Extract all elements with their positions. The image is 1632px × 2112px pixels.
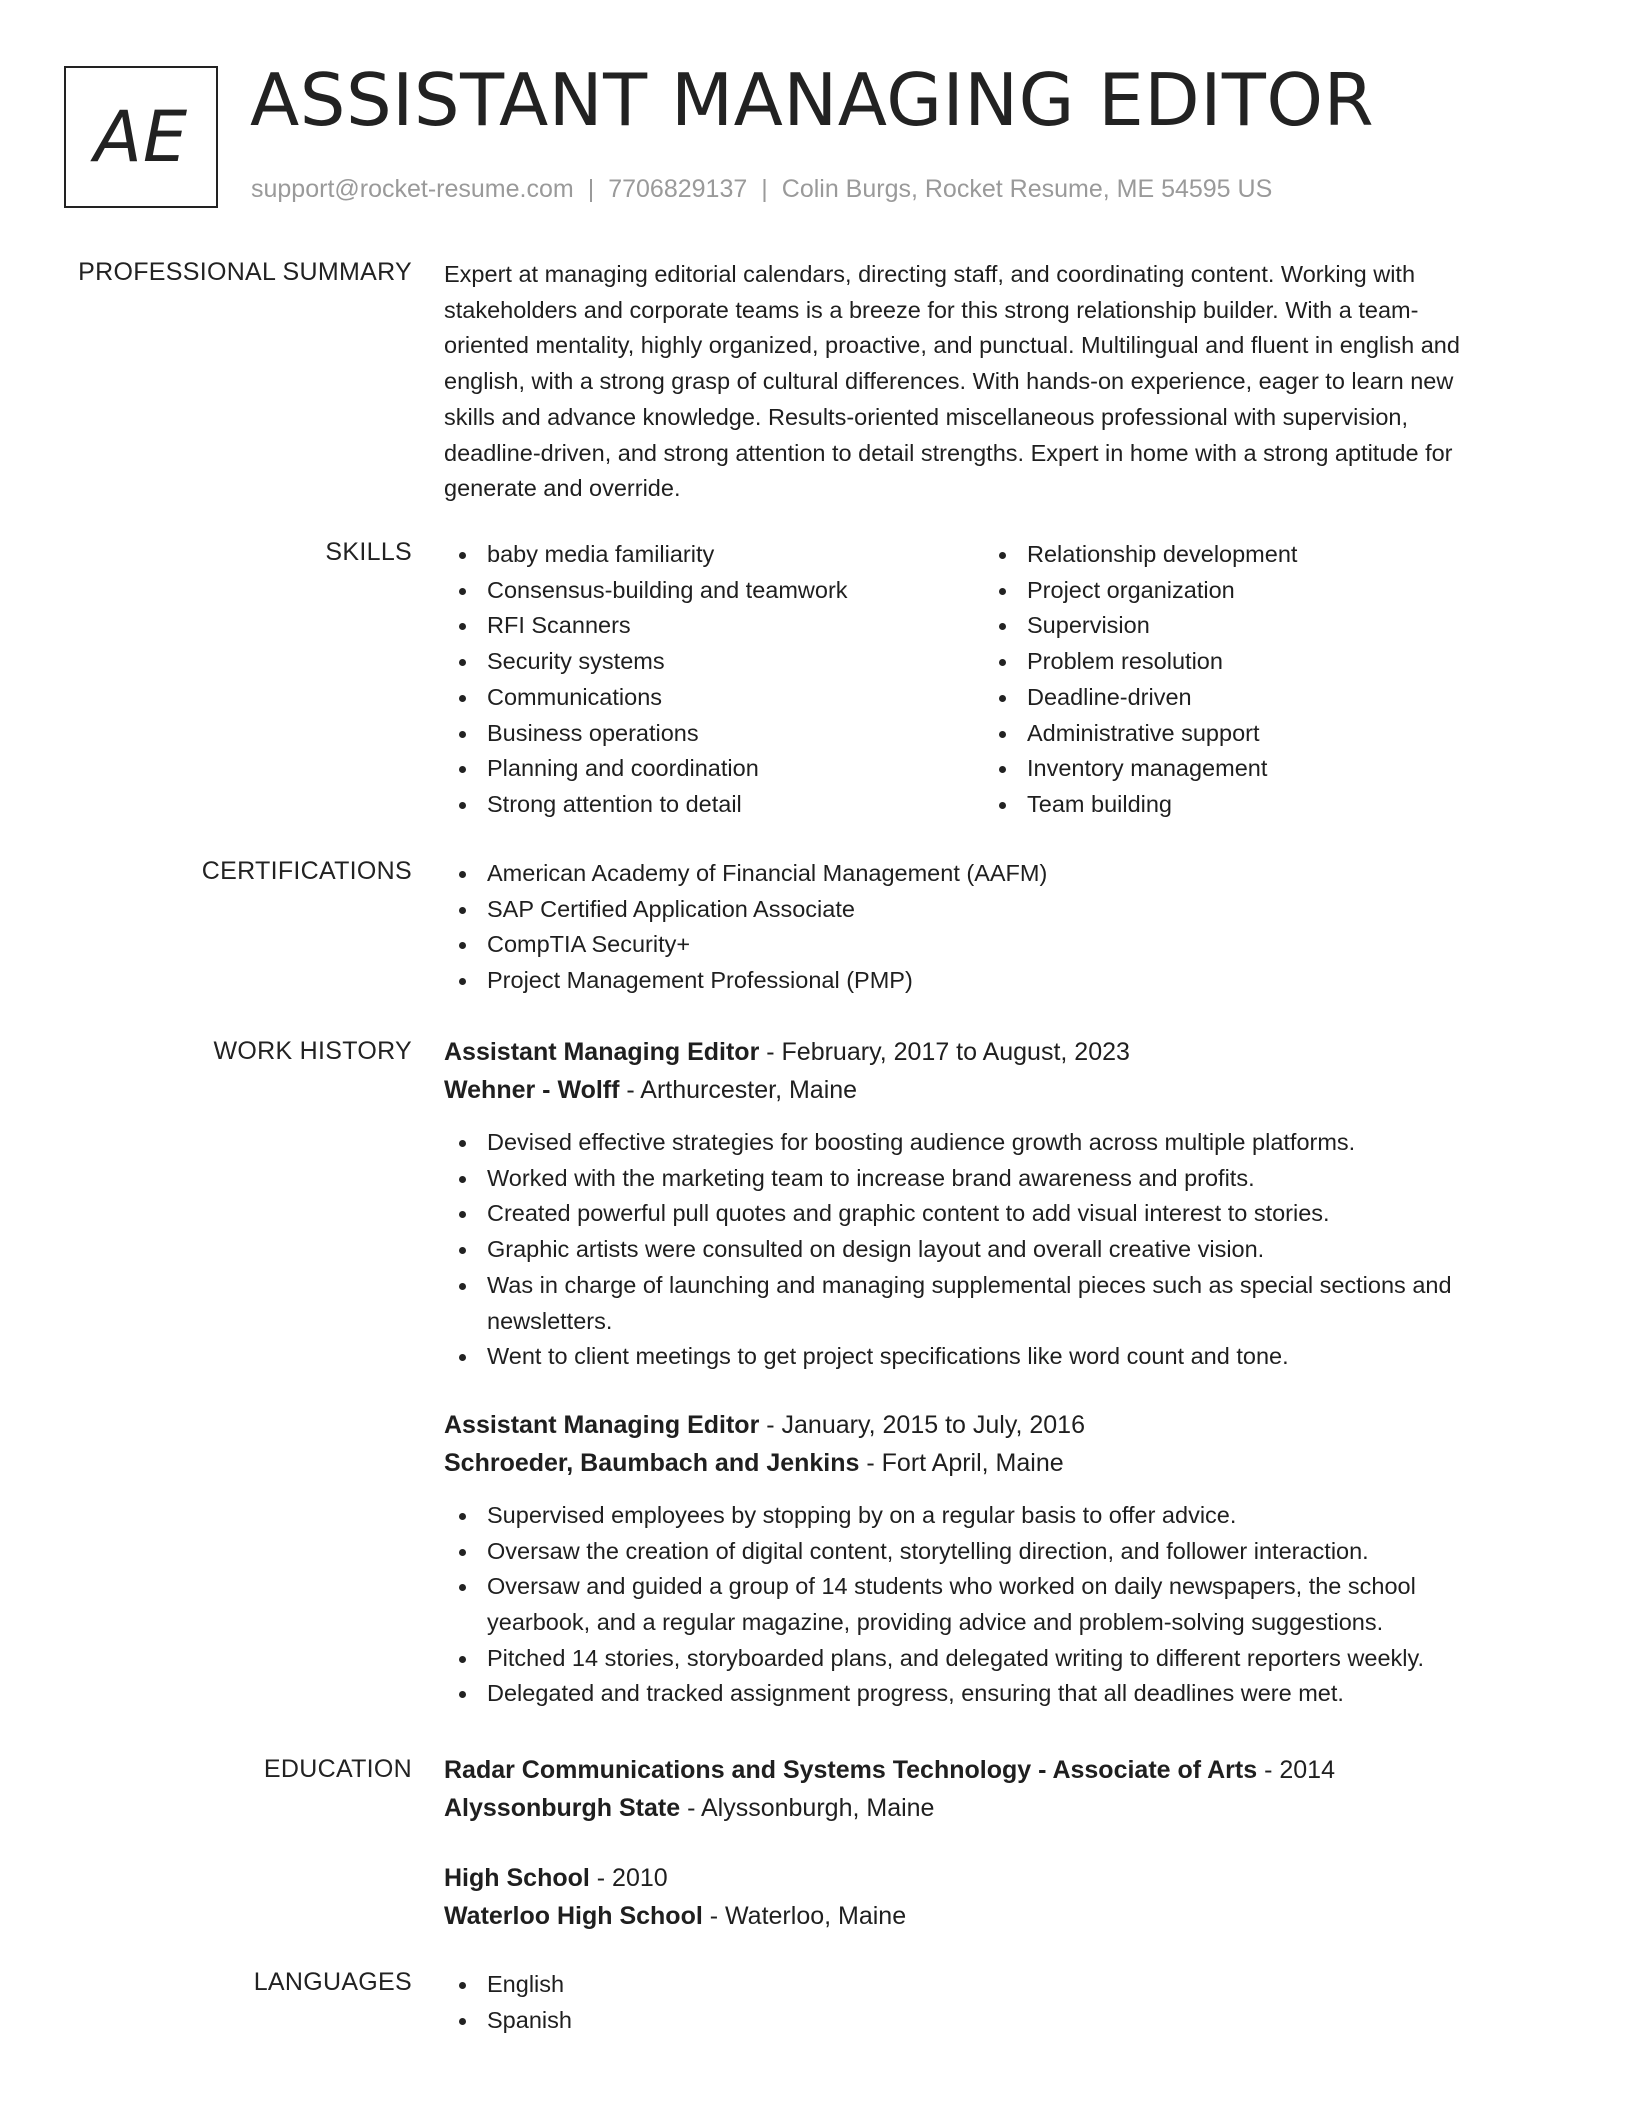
job-company: Schroeder, Baumbach and Jenkins [444,1448,860,1477]
job-company: Wehner - Wolff [444,1076,620,1104]
job-title-line [444,1033,1524,1071]
section-label-certifications: CERTIFICATIONS [201,857,412,885]
job-location: - Fort April, Maine [859,1448,1064,1477]
section-label-education: EDUCATION [263,1755,412,1783]
education-degree: Radar Communications and Systems Technology - Associate of Arts [444,1756,1258,1784]
languages-list [444,1967,1524,2038]
certification-item: Project Management Professional (PMP) [444,963,1524,999]
job-title-line [444,1406,1524,1444]
certifications-content [444,856,1524,999]
education-entry [444,1751,1524,1827]
page-title: ASSISTANT MANAGING EDITOR [250,58,1375,142]
language-item: English [444,1967,1524,2003]
education-year: - 2014 [1257,1756,1335,1784]
skill-item: Supervision [984,608,1524,644]
skill-item: Problem resolution [984,644,1524,680]
certification-item: American Academy of Financial Management (AAFM) [444,856,1524,892]
section-label-languages: LANGUAGES [253,1968,412,1996]
education-school: Waterloo High School [444,1902,703,1930]
job-bullet: Graphic artists were consulted on design layout and overall creative vision. [444,1232,1524,1268]
summary-line: english, with a strong grasp of cultural differences. With hands-on experience, eager to learn new [444,368,1454,395]
certification-item: SAP Certified Application Associate [444,892,1524,928]
contact-address: Colin Burgs, Rocket Resume, ME 54595 US [781,175,1273,203]
skill-item: Communications [444,680,984,716]
work-content [444,1033,1524,1712]
job-bullet: Oversaw the creation of digital content, storytelling direction, and follower interaction. [444,1534,1524,1570]
job-bullet: Worked with the marketing team to increase brand awareness and profits. [444,1161,1524,1197]
skill-item: Planning and coordination [444,751,984,787]
skill-item: Consensus-building and teamwork [444,573,984,609]
summary-line: skills and advance knowledge. Results-oriented miscellaneous professional with supervision, [444,403,1409,430]
education-degree-line [444,1751,1524,1789]
skills-column-left [444,537,984,823]
summary-line: Expert at managing editorial calendars, directing staff, and coordinating content. Working with [444,261,1416,287]
contact-separator: | [587,175,595,203]
job-bullet: Pitched 14 stories, storyboarded plans, and delegated writing to different reporters weekly. [444,1641,1524,1677]
job-title: Assistant Managing Editor [444,1038,760,1066]
job-company-line [444,1071,1524,1109]
job-bullet: Devised effective strategies for boosting audience growth across multiple platforms. [444,1125,1524,1161]
skill-item: Project organization [984,573,1524,609]
summary-line: deadline-driven, and strong attention to detail strengths. Expert in home with a strong aptitude for [444,439,1453,466]
job-bullet: Created powerful pull quotes and graphic content to add visual interest to stories. [444,1196,1524,1232]
summary-line: stakeholders and corporate teams is a breeze for this strong relationship builder. With a team- [444,296,1419,323]
skills-grid [444,537,1524,823]
job-company-line [444,1444,1524,1482]
job-bullets [444,1125,1524,1375]
summary-line: generate and override. [444,475,681,502]
contact-separator: | [761,175,768,203]
section-label-summary: PROFESSIONAL SUMMARY [78,258,412,286]
contact-phone[interactable]: 7706829137 [608,175,748,203]
skill-item: Team building [984,787,1524,823]
section-label-work: WORK HISTORY [213,1037,412,1065]
job-bullet: Went to client meetings to get project specifications like word count and tone. [444,1339,1524,1375]
education-year: - 2010 [589,1864,668,1892]
skill-item: Administrative support [984,716,1524,752]
education-location: - Alyssonburgh, Maine [680,1794,935,1822]
language-item: Spanish [444,2003,1524,2039]
monogram-initials: AE [93,96,189,178]
job-location: - Arthurcester, Maine [619,1076,858,1104]
job-bullets [444,1498,1524,1712]
certification-item: CompTIA Security+ [444,927,1524,963]
summary-line: oriented mentality, highly organized, proactive, and punctual. Multilingual and fluent in english and [444,332,1460,359]
languages-content [444,1967,1524,2038]
skill-item: RFI Scanners [444,608,984,644]
job-entry [444,1406,1524,1712]
skills-column-right [984,537,1524,823]
education-school: Alyssonburgh State [444,1794,681,1822]
section-label-skills: SKILLS [325,538,412,566]
education-degree-line [444,1859,1524,1897]
job-bullet: Oversaw and guided a group of 14 students who worked on daily newspapers, the school yearbook, and a regular magazine, providing advice and problem-solving suggestions. [444,1569,1524,1640]
skill-item: Deadline-driven [984,680,1524,716]
education-location: - Waterloo, Maine [702,1902,907,1930]
education-entry [444,1859,1524,1935]
job-entry [444,1033,1524,1375]
skill-item: Inventory management [984,751,1524,787]
summary-text [444,257,1524,507]
skill-item: Security systems [444,644,984,680]
skill-item: baby media familiarity [444,537,984,573]
education-school-line [444,1789,1524,1827]
job-bullet: Supervised employees by stopping by on a regular basis to offer advice. [444,1498,1524,1534]
skill-item: Relationship development [984,537,1524,573]
education-content [444,1751,1524,1935]
job-dates: - February, 2017 to August, 2023 [759,1038,1130,1066]
job-bullet: Was in charge of launching and managing supplemental pieces such as special sections and newsletters. [444,1268,1524,1339]
contact-line [251,175,1272,204]
education-school-line [444,1897,1524,1935]
contact-email[interactable]: support@rocket-resume.com [251,175,574,203]
education-degree: High School [444,1864,590,1892]
job-dates: - January, 2015 to July, 2016 [759,1410,1085,1439]
job-title: Assistant Managing Editor [444,1410,760,1439]
skill-item: Business operations [444,716,984,752]
certifications-list [444,856,1524,999]
monogram [64,66,218,208]
skill-item: Strong attention to detail [444,787,984,823]
job-bullet: Delegated and tracked assignment progress, ensuring that all deadlines were met. [444,1676,1524,1712]
